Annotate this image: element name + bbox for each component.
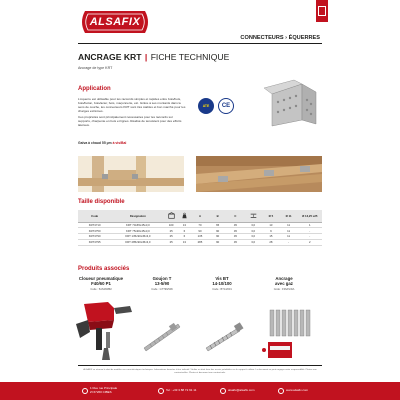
- finish-info: [78, 141, 126, 145]
- application-paragraph: Ces propriétés sont principalement nécessaires pour les raccords sur supports, charpente en bois et lignes. Réalisé de tenuistent pour des efforts latéraux.: [78, 114, 182, 128]
- product-code: Code : F36AS/DA: [273, 288, 295, 291]
- footer-website[interactable]: [278, 382, 308, 400]
- cell-hole-5: 9: [262, 228, 280, 234]
- cell-code: KRT4750: [78, 228, 111, 234]
- cell-b: 90: [209, 234, 227, 240]
- product-name: ANCRAGE KRT: [78, 52, 142, 62]
- cell-c: 45: [227, 222, 245, 228]
- cell-c: 45: [227, 239, 245, 245]
- cell-hole-11: -: [280, 239, 298, 245]
- thickness-icon: [250, 212, 257, 219]
- col-thickness: [244, 210, 262, 222]
- product-name-line2: avec gaz: [275, 281, 293, 286]
- product-name-line1: Ancrage: [275, 276, 293, 281]
- pneumatic-nailer-image: [74, 298, 134, 362]
- col-designation: Désignation: [111, 210, 164, 222]
- col-b: B: [209, 210, 227, 222]
- product-code: Code : GTT96/906: [151, 288, 173, 291]
- cell-hole-11: 11: [280, 222, 298, 228]
- product-name-line2: 14-10/100: [212, 281, 232, 286]
- col-c: C: [227, 210, 245, 222]
- document-type: FICHE TECHNIQUE: [150, 52, 230, 62]
- cell-a: 135: [191, 234, 209, 240]
- globe-icon: [278, 388, 284, 394]
- installation-photo-joists: [196, 156, 322, 192]
- sizes-heading: Taille disponible: [78, 199, 125, 205]
- cell-code: KRT4795: [78, 239, 111, 245]
- application-paragraph: L'équerre est utilisable pour les raccords simples et rapides entre bois/bois, bois/béton, bois/acier, bois, maçonnerie, etc. Grâce à ses montants dans le sens de courbe, les connecteurs KRT sont très stables et bon marché pour les charges extrêmes.: [78, 97, 186, 114]
- mail-icon: [220, 388, 226, 394]
- footer-bar: [0, 382, 400, 400]
- address-line2: ZI 67260 CIBES: [90, 390, 112, 394]
- col-code: Code: [78, 210, 111, 222]
- cell-c: 45: [227, 234, 245, 240]
- gas-anchor-kit-image: [262, 306, 322, 362]
- website-link[interactable]: www.alsafix.com: [286, 388, 309, 393]
- cell-designation: KRT 75x90x45x3,0: [111, 228, 164, 234]
- cell-hole-13: -: [298, 234, 323, 240]
- ce-marking-badge: CE: [218, 98, 234, 114]
- cell-code: KRT4790: [78, 234, 111, 240]
- cell-hole-5: 28: [262, 239, 280, 245]
- associated-product-nailer: [72, 276, 130, 291]
- cell-a: 285: [191, 239, 209, 245]
- cell-weight: 6: [178, 234, 191, 240]
- associated-product-screw: [200, 276, 244, 291]
- installation-photo-wood-frame: [78, 156, 184, 192]
- cell-thickness: 3,0: [244, 228, 262, 234]
- cell-quantity: 25: [165, 234, 178, 240]
- cell-b: 90: [209, 239, 227, 245]
- footer-address: [82, 382, 117, 400]
- cell-thickness: 3,0: [244, 239, 262, 245]
- location-pin-icon: [82, 388, 88, 394]
- product-code: Code : BT14/001: [212, 288, 232, 291]
- product-code: Code : 5AS2848M: [90, 288, 112, 291]
- cell-designation: KRT 285x90x45x3,0: [111, 239, 164, 245]
- phone-icon: [158, 388, 164, 394]
- cell-hole-13: 1: [298, 222, 323, 228]
- application-heading: Application: [78, 86, 111, 92]
- ate-certification-badge: ATE: [198, 98, 214, 114]
- associated-products-heading: Produits associés: [78, 266, 130, 272]
- cell-hole-5: 13: [262, 222, 280, 228]
- cell-hole-13: -: [298, 228, 323, 234]
- cell-hole-5: 15: [262, 234, 280, 240]
- col-a: A: [191, 210, 209, 222]
- associated-product-stud-anchor: [140, 276, 184, 291]
- table-row: [78, 239, 322, 245]
- cell-quantity: 25: [165, 228, 178, 234]
- cell-weight: 6: [178, 228, 191, 234]
- cell-quantity: 25: [165, 239, 178, 245]
- finish-label: Galva à chaud 55 µm: [78, 141, 112, 145]
- product-name-line1: Vis BT: [215, 276, 229, 281]
- sizes-table: [78, 210, 322, 246]
- cell-weight: 13: [178, 239, 191, 245]
- col-hole-5: Ø 5: [262, 210, 280, 222]
- application-text: [78, 97, 186, 129]
- col-hole-11: Ø 11: [280, 210, 298, 222]
- logo-text: ALSAFIX: [89, 16, 141, 28]
- cell-hole-11: 11: [280, 228, 298, 234]
- cell-code: KRT4710: [78, 222, 111, 228]
- product-subtitle: Ancrage de type KRT: [78, 66, 113, 70]
- cell-weight: 13: [178, 222, 191, 228]
- footer-rule: [78, 365, 322, 366]
- title-separator: |: [144, 52, 148, 62]
- product-name-line1: Goujon T: [152, 276, 172, 281]
- cell-c: 45: [227, 228, 245, 234]
- cell-quantity: 100: [165, 222, 178, 228]
- document-icon: [318, 6, 326, 16]
- stud-anchor-image: [140, 318, 184, 358]
- box-quantity-icon: [168, 212, 175, 219]
- concrete-screw-image: [202, 318, 246, 358]
- address-line1: 1 Rue rue Principale: [90, 386, 118, 391]
- cell-hole-11: 11: [280, 234, 298, 240]
- col-hole-13: Ø 13,25 ≤25: [298, 210, 323, 222]
- cell-a: 70: [191, 222, 209, 228]
- email-address[interactable]: alsafix@alsafix.com: [228, 388, 255, 393]
- col-weight: [178, 210, 191, 222]
- product-name-line2: F40/60 P1: [91, 281, 111, 286]
- cell-b: 90: [209, 228, 227, 234]
- cell-thickness: 3,0: [244, 222, 262, 228]
- cell-thickness: 3,0: [244, 234, 262, 240]
- cell-b: 65: [209, 222, 227, 228]
- weight-icon: [181, 212, 188, 219]
- legal-disclaimer: ALSAFIX se réserve le droit de modifier ses caractéristiques techniques. Informations données à titre indicatif. Vérifier en droit faire des essais préalables sur le support à utiliser. Le document ne peut engager notre responsabilité. Photos non contractuelles. Photos et document non contractuels.: [83, 369, 317, 374]
- product-name-line1: Cloueur pneumatique: [78, 276, 124, 281]
- header-rule: [78, 43, 322, 44]
- footer-phone[interactable]: [158, 382, 196, 400]
- finish-suffix: à vis/Bal: [112, 141, 127, 145]
- cell-designation: KRT 70x65x45x3,0: [111, 222, 164, 228]
- phone-number[interactable]: Tel : +33 3 88 72 91 11: [166, 388, 197, 393]
- page-title: [78, 52, 229, 62]
- footer-email[interactable]: [220, 382, 255, 400]
- associated-product-gas-anchor: [262, 276, 306, 291]
- product-image: [258, 74, 322, 130]
- table-header-row: [78, 210, 322, 222]
- category-breadcrumb: CONNECTEURS › ÉQUERRES: [240, 35, 320, 41]
- col-quantity: [165, 210, 178, 222]
- cell-hole-13: 2: [298, 239, 323, 245]
- page-corner-tab: [316, 0, 328, 22]
- cell-designation: KRT 135x90x45x3,0: [111, 234, 164, 240]
- product-name-line2: 13-5/90: [154, 281, 170, 286]
- cell-a: 90: [191, 228, 209, 234]
